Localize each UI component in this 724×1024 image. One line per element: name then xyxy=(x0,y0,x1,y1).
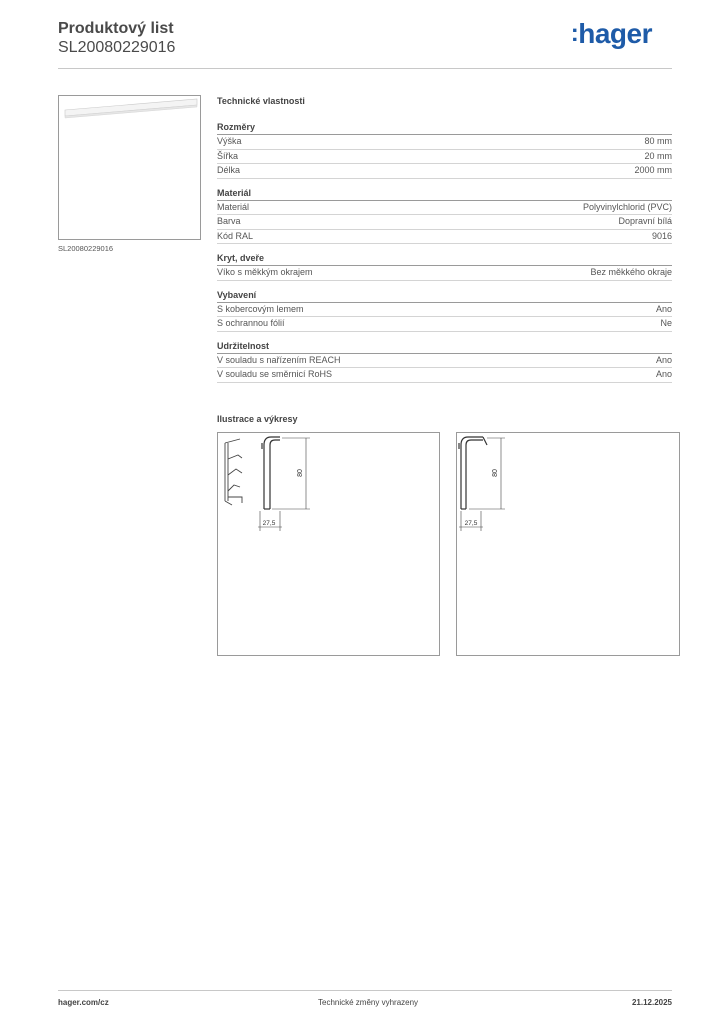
illustrations-title: Ilustrace a výkresy xyxy=(217,414,298,424)
spec-group-title: Kryt, dveře xyxy=(217,253,672,266)
spec-group-title: Materiál xyxy=(217,188,672,201)
spec-group-material xyxy=(217,188,672,245)
spec-row: Materiál Polyvinylchlorid (PVC) xyxy=(217,201,672,216)
spec-group-title: Rozměry xyxy=(217,122,672,135)
spec-row: V souladu s nařízením REACH Ano xyxy=(217,354,672,369)
footer-website-link[interactable]: hager.com/cz xyxy=(58,998,109,1007)
hager-logo: :hager xyxy=(570,18,652,49)
header-divider xyxy=(58,68,672,69)
technical-specs xyxy=(217,96,672,392)
spec-group-title: Udržitelnost xyxy=(217,341,672,354)
spec-group-cover xyxy=(217,253,672,281)
drawing2-height-label: 80 xyxy=(492,469,499,477)
product-image xyxy=(58,95,201,240)
drawing1-height-label: 80 xyxy=(297,469,304,477)
footer-disclaimer: Technické změny vyhrazeny xyxy=(318,998,419,1007)
spec-row: Víko s měkkým okrajem Bez měkkého okraje xyxy=(217,266,672,281)
spec-group-equipment xyxy=(217,290,672,332)
spec-row: S ochrannou fólií Ne xyxy=(217,317,672,332)
product-image-caption: SL20080229016 xyxy=(58,244,114,253)
spec-row: V souladu se směrnicí RoHS Ano xyxy=(217,368,672,383)
footer-date: 21.12.2025 xyxy=(631,998,672,1007)
footer-divider xyxy=(58,990,672,991)
product-code: SL20080229016 xyxy=(58,39,176,56)
page-title: Produktový list xyxy=(58,20,174,37)
drawing1-width-label: 27,5 xyxy=(262,520,276,527)
technical-drawing-1 xyxy=(217,432,440,656)
drawing2-width-label: 27,5 xyxy=(464,520,478,527)
spec-row: Kód RAL 9016 xyxy=(217,230,672,245)
spec-group-title: Vybavení xyxy=(217,290,672,303)
page-header xyxy=(58,18,672,70)
spec-group-dimensions xyxy=(217,122,672,179)
technical-drawing-2 xyxy=(456,432,680,656)
spec-row: Barva Dopravní bílá xyxy=(217,215,672,230)
spec-row: Šířka 20 mm xyxy=(217,150,672,165)
specs-title: Technické vlastnosti xyxy=(217,96,305,106)
spec-row: Délka 2000 mm xyxy=(217,164,672,179)
spec-row: S kobercovým lemem Ano xyxy=(217,303,672,318)
spec-group-sustainability xyxy=(217,341,672,383)
spec-row: Výška 80 mm xyxy=(217,135,672,150)
